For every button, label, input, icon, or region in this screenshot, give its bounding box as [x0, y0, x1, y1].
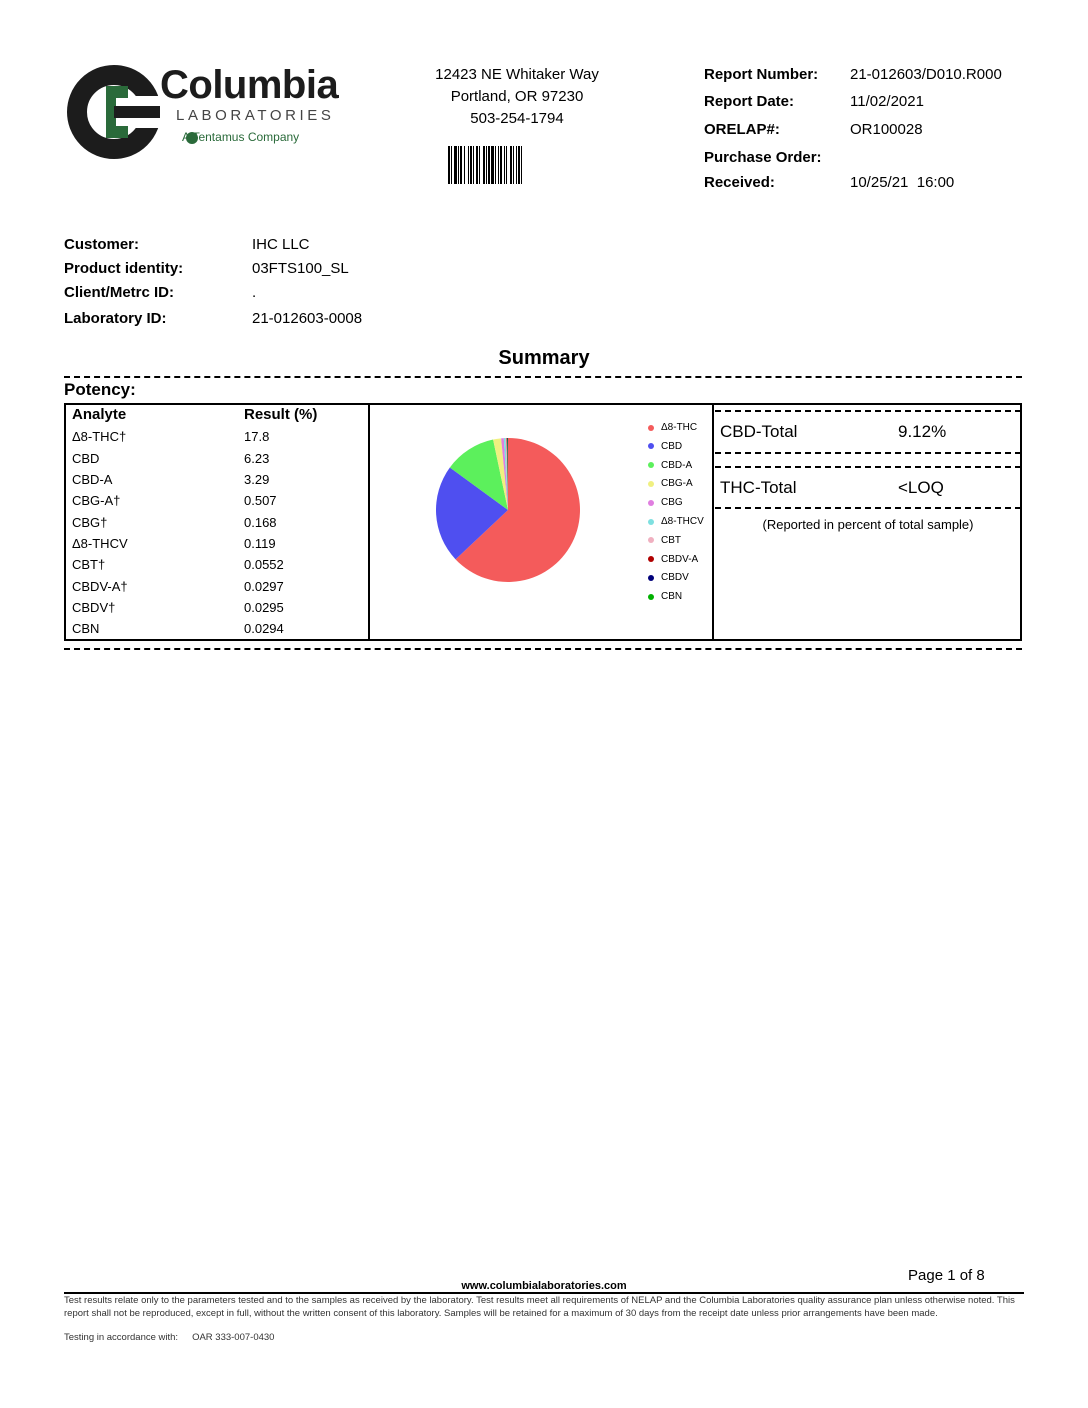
- summary-title: Summary: [498, 347, 590, 369]
- logo-tagline: A Tentamus Company: [182, 130, 300, 144]
- legend-item: [648, 572, 689, 583]
- table-divider-2: [712, 403, 714, 641]
- laboratory-id-label: Laboratory ID:: [64, 310, 167, 327]
- legend-swatch: [648, 481, 654, 487]
- summary-divider-bottom: [64, 648, 1022, 650]
- analyte-result: 3.29: [244, 472, 270, 487]
- address-street: 12423 NE Whitaker Way: [435, 66, 599, 83]
- analyte-name: CBDV-A†: [72, 579, 128, 594]
- legend-item: [648, 554, 698, 565]
- orelap-value: OR100028: [850, 121, 923, 138]
- legend-label: CBG-A: [661, 478, 693, 490]
- legend-swatch: [648, 537, 654, 543]
- legend-label: CBD-A: [661, 459, 693, 471]
- analyte-name: CBD: [72, 451, 100, 466]
- product-identity-value: 03FTS100_SL: [252, 260, 349, 277]
- testing-value: OAR 333-007-0430: [192, 1332, 275, 1343]
- legend-label: CBG: [661, 497, 683, 509]
- legend-item: [648, 591, 682, 602]
- potency-heading: Potency:: [64, 380, 136, 399]
- totals-divider-2: [715, 452, 1021, 454]
- legend-label: CBDV: [661, 572, 689, 584]
- legend-swatch: [648, 500, 654, 506]
- cbd-total-label: CBD-Total: [720, 422, 798, 441]
- legend-item: [648, 478, 693, 489]
- legend-item: [648, 422, 697, 433]
- legend-item: [648, 460, 692, 471]
- legend-swatch: [648, 594, 654, 600]
- potency-pie-chart: [430, 432, 586, 588]
- product-identity-label: Product identity:: [64, 260, 184, 277]
- report-number-value: 21-012603/D010.R000: [850, 66, 1002, 83]
- legend-swatch: [648, 519, 654, 525]
- analyte-result: 0.507: [244, 493, 277, 508]
- result-column-header: Result (%): [244, 406, 318, 423]
- legend-swatch: [648, 556, 654, 562]
- analyte-result: 0.0294: [244, 621, 284, 636]
- legend-swatch: [648, 462, 654, 468]
- thc-total-value: <LOQ: [898, 478, 944, 497]
- analyte-result: 6.23: [244, 451, 270, 466]
- legend-swatch: [648, 443, 654, 449]
- purchase-order-label: Purchase Order:: [704, 149, 822, 166]
- analyte-result: 17.8: [244, 429, 270, 444]
- orelap-label: ORELAP#:: [704, 121, 780, 138]
- analyte-result: 0.0552: [244, 557, 284, 572]
- customer-label: Customer:: [64, 236, 140, 253]
- totals-divider-1: [715, 410, 1021, 412]
- legend-swatch: [648, 425, 654, 431]
- analyte-result: 0.168: [244, 515, 277, 530]
- analyte-name: CBG†: [72, 515, 108, 530]
- cbd-total-value: 9.12%: [898, 422, 947, 441]
- legend-item: [648, 535, 681, 546]
- legend-label: Δ8-THCV: [661, 516, 704, 527]
- analyte-result: 0.119: [244, 536, 276, 551]
- report-date-label: Report Date:: [704, 93, 795, 110]
- page-number: Page 1 of 8: [908, 1267, 985, 1284]
- testing-accordance: [64, 1332, 274, 1343]
- customer-value: IHC LLC: [252, 236, 310, 253]
- table-divider-1: [368, 403, 370, 641]
- analyte-name: Δ8-THC†: [72, 429, 127, 444]
- legend-label: Δ8-THC: [661, 422, 698, 433]
- received-value: 10/25/21 16:00: [850, 174, 955, 191]
- legend-label: CBN: [661, 591, 683, 603]
- legend-item: [648, 516, 704, 527]
- legend-item: [648, 497, 683, 508]
- barcode-icon: [448, 146, 570, 184]
- logo-subtitle: LABORATORIES: [176, 107, 335, 124]
- legend-item: [648, 441, 682, 452]
- address-phone: 503-254-1794: [470, 110, 564, 127]
- address-city: Portland, OR 97230: [450, 88, 584, 105]
- analyte-name: CBN: [72, 621, 100, 636]
- analyte-name: CBDV†: [72, 600, 116, 615]
- received-label: Received:: [704, 174, 775, 191]
- website-link[interactable]: www.columbialaboratories.com: [461, 1280, 627, 1292]
- legend-swatch: [648, 575, 654, 581]
- laboratory-id-value: 21-012603-0008: [252, 310, 363, 327]
- thc-total-label: THC-Total: [720, 478, 797, 497]
- analyte-result: 0.0295: [244, 600, 284, 615]
- client-metrc-id-label: Client/Metrc ID:: [64, 284, 175, 301]
- analyte-name: CBG-A†: [72, 493, 121, 508]
- totals-side-rule: [1020, 410, 1022, 508]
- logo-wordmark: Columbia: [160, 63, 339, 107]
- analyte-name: CBT†: [72, 557, 106, 572]
- legend-label: CBDV-A: [661, 553, 699, 565]
- summary-divider-top: [64, 376, 1022, 378]
- analyte-column-header: Analyte: [72, 406, 127, 423]
- client-metrc-id-value: .: [252, 284, 257, 301]
- legend-label: CBD: [661, 440, 683, 452]
- testing-label: Testing in accordance with:: [64, 1332, 179, 1343]
- report-date-value: 11/02/2021: [850, 93, 924, 110]
- report-number-label: Report Number:: [704, 66, 819, 83]
- analyte-result: 0.0297: [244, 579, 284, 594]
- analyte-name: Δ8-THCV: [72, 536, 128, 551]
- totals-divider-4: [715, 507, 1021, 509]
- totals-note: (Reported in percent of total sample): [762, 517, 974, 532]
- footer-disclaimer: Test results relate only to the parameters tested and to the samples as received by the laboratory. Test results meet all requirements of NELAP and the Columbia Laboratories quality assurance plan unless otherwise noted. This report shall not be reproduced, except in full, without the written consent of this laboratory. Samples will be retained for a maximum of 30 days from the receipt date unless prior arrangements have been made.: [64, 1295, 1015, 1319]
- analyte-name: CBD-A: [72, 472, 113, 487]
- totals-divider-3: [715, 466, 1021, 468]
- legend-label: CBT: [661, 534, 681, 546]
